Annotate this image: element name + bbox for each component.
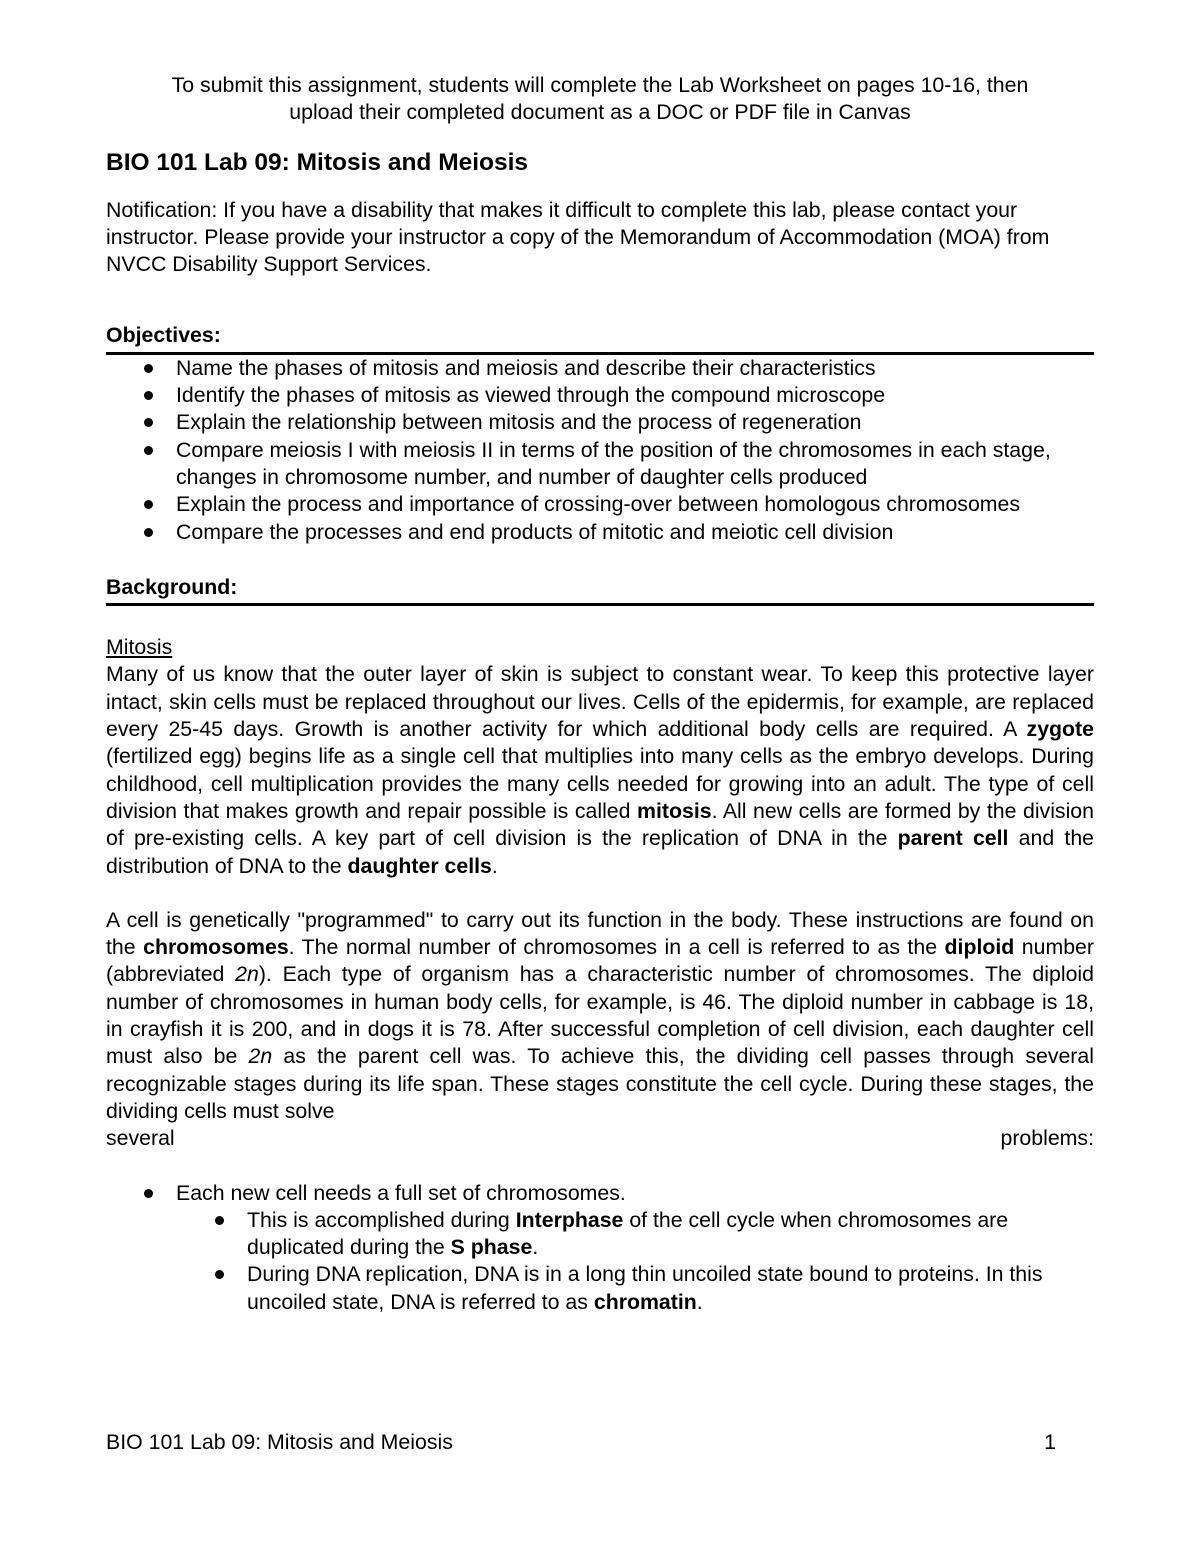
notice-line-1: To submit this assignment, students will complete the Lab Worksheet on pages 10-16, then (171, 73, 1029, 97)
notice-line-2: upload their completed document as a DOC or PDF file in Canvas (289, 100, 911, 125)
objective-item: Compare meiosis I with meiosis II in terms of the position of the chromosomes in each stage, changes in chromosome number, and number of daughter cells produced (106, 437, 1094, 492)
term-chromatin: chromatin (593, 1289, 697, 1314)
document-page (106, 72, 1094, 1316)
term-parent-cell: parent cell (897, 826, 1009, 851)
objective-item: Identify the phases of mitosis as viewed through the compound microscope (106, 382, 1094, 409)
term-s-phase: S phase (450, 1235, 533, 1260)
objective-item: Explain the process and importance of crossing-over between homologous chromosomes (106, 491, 1094, 518)
objective-item: Compare the processes and end products of mitotic and meiotic cell division (106, 519, 1094, 546)
objective-item: Name the phases of mitosis and meiosis and describe their characteristics (106, 355, 1094, 382)
mitosis-subheading: Mitosis (106, 635, 173, 660)
background-heading: Background: (106, 574, 1094, 606)
submission-notice (106, 72, 1094, 127)
sub-item: This is accomplished during Interphase of the cell cycle when chromosomes are duplicated during the S phase. (106, 1207, 1094, 1262)
notification-paragraph: Notification: If you have a disability that makes it difficult to complete this lab, please contact your instructor. Please provide your instructor a copy of the Memorandum of Accommodation (MOA) from NVCC Disability Support Services. (106, 197, 1050, 277)
sub-item: During DNA replication, DNA is in a long thin uncoiled state bound to proteins. In this uncoiled state, DNA is referred to as chromatin. (106, 1261, 1094, 1316)
objectives-heading: Objectives: (106, 322, 1094, 354)
document-title: BIO 101 Lab 09: Mitosis and Meiosis (106, 148, 529, 176)
objectives-list (106, 355, 1094, 546)
term-diploid: diploid (944, 935, 1015, 960)
term-mitosis: mitosis (637, 798, 712, 823)
objective-item: Explain the relationship between mitosis and the process of regeneration (106, 409, 1094, 436)
term-interphase: Interphase (515, 1207, 624, 1232)
term-chromosomes: chromosomes (143, 935, 289, 960)
term-daughter-cells: daughter cells (347, 853, 492, 878)
requirements-sublist (106, 1207, 1094, 1316)
page-number: 1 (1044, 1430, 1056, 1454)
footer-title: BIO 101 Lab 09: Mitosis and Meiosis (106, 1430, 453, 1454)
term-zygote: zygote (1026, 717, 1094, 742)
mitosis-paragraph-2: A cell is genetically "programmed" to carry out its function in the body. These instructions are found on the chromosomes. The normal number of chromosomes in a cell is referred to as the diploid number (abbreviated 2n). Each type of organism has a characteristic number of chromosomes. The diploid number of chromosomes in human body cells, for example, is 46. The diploid number in cabbage is 18, in crayfish it is 200, and in dogs it is 78. After successful completion of cell division, each daughter cell must also be 2n as the parent cell was. To achieve this, the dividing cell passes through several recognizable stages during its life span. These stages constitute the cell cycle. During these stages, the dividing cells must solve several problems: (106, 907, 1094, 1151)
page-footer (106, 1430, 1056, 1455)
mitosis-paragraph-1: Many of us know that the outer layer of skin is subject to constant wear. To keep this protective layer intact, skin cells must be replaced throughout our lives. Cells of the epidermis, for example, are replaced every 25-45 days. Growth is another activity for which additional body cells are required. A zygote (fertilized egg) begins life as a single cell that multiplies into many cells as the embryo develops. During childhood, cell multiplication provides the many cells needed for growing into an adult. The type of cell division that makes growth and repair possible is called mitosis. All new cells are formed by the division of pre-existing cells. A key part of cell division is the replication of DNA in the parent cell and the distribution of DNA to the daughter cells. (106, 662, 1095, 878)
requirement-item: Each new cell needs a full set of chromosomes. (106, 1180, 1094, 1207)
requirements-list (106, 1180, 1094, 1207)
